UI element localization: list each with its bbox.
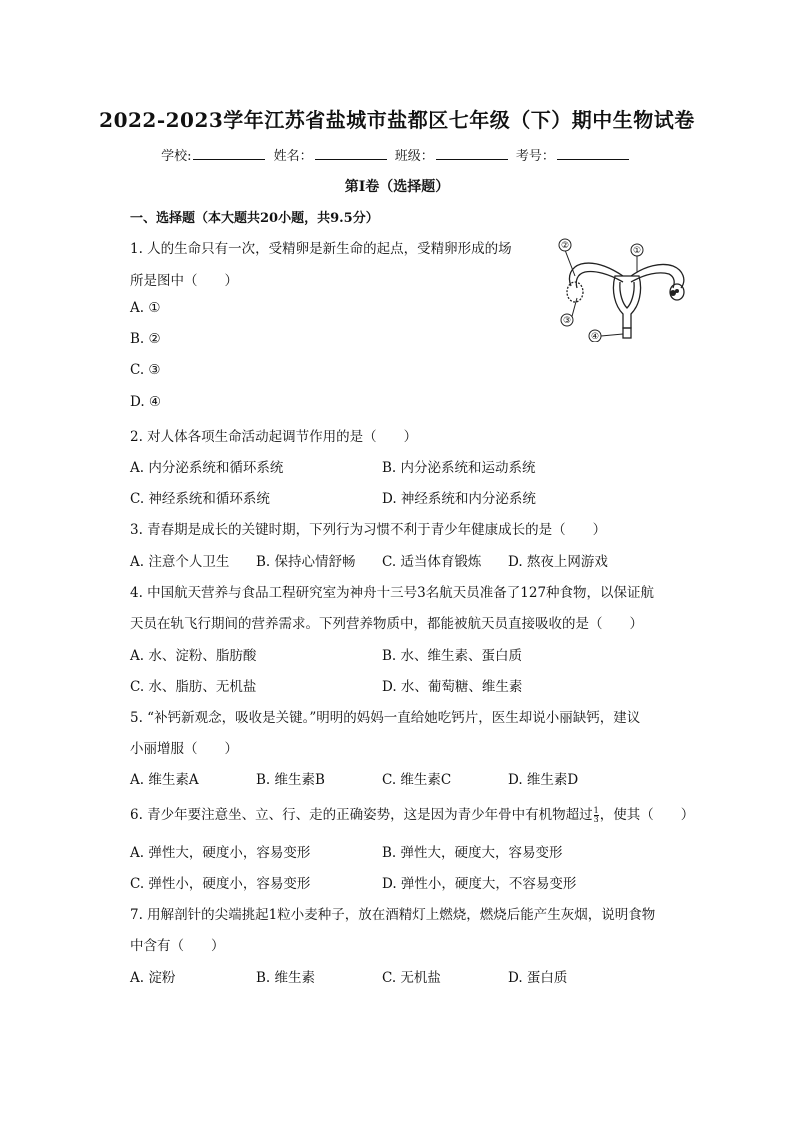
- q7-option-d[interactable]: D. 蛋白质: [508, 970, 568, 986]
- exam-number-label: 考号：: [515, 149, 555, 164]
- q4-line-1: 4. 中国航天营养与食品工程研究室为神舟十三号3名航天员准备了127种食物，以保证航: [130, 585, 655, 601]
- q7-line-2: 中含有（ ）: [130, 938, 225, 954]
- q6-fraction: [594, 807, 599, 824]
- q6-text-before: 6. 青少年要注意坐、立、行、走的正确姿势，这是因为青少年骨中有机物超过: [130, 807, 593, 823]
- q6-option-c[interactable]: C. 弹性小，硬度小，容易变形: [130, 876, 311, 892]
- school-label: 学校:: [161, 149, 192, 164]
- q2-option-a[interactable]: A. 内分泌系统和循环系统: [130, 460, 284, 476]
- q7-option-b[interactable]: B. 维生素: [256, 970, 316, 986]
- q6-option-d[interactable]: D. 弹性小，硬度大，不容易变形: [382, 876, 577, 892]
- q3-line-1: 3. 青春期是成长的关键时期，下列行为习惯不利于青少年健康成长的是（ ）: [130, 522, 607, 538]
- q2-option-b[interactable]: B. 内分泌系统和运动系统: [382, 460, 536, 476]
- q6-fraction-denominator: 3: [593, 815, 599, 824]
- class-label: 班级：: [394, 149, 434, 164]
- q5-option-d[interactable]: D. 维生素D: [508, 772, 579, 788]
- q5-option-b[interactable]: B. 维生素B: [256, 772, 325, 788]
- section-heading: 一、选择题（本大题共20小题，共9.5分）: [130, 211, 379, 226]
- q3-option-c[interactable]: C. 适当体育锻炼: [382, 554, 482, 570]
- figure-label-4: ④: [590, 332, 600, 342]
- q6-option-a[interactable]: A. 弹性大，硬度小，容易变形: [130, 845, 311, 861]
- q2-option-d[interactable]: D. 神经系统和内分泌系统: [382, 491, 536, 507]
- q6-option-b[interactable]: B. 弹性大，硬度大，容易变形: [382, 845, 563, 861]
- name-label: 姓名：: [273, 149, 313, 164]
- q5-line-2: 小丽增服（ ）: [130, 741, 238, 757]
- student-info-row: [0, 145, 794, 164]
- q3-option-d[interactable]: D. 熬夜上网游戏: [508, 554, 608, 570]
- q7-option-a[interactable]: A. 淀粉: [130, 970, 176, 986]
- q1-option-a[interactable]: A. ①: [130, 300, 161, 316]
- reproductive-system-figure: [553, 236, 695, 342]
- q4-option-c[interactable]: C. 水、脂肪、无机盐: [130, 679, 257, 695]
- volume-heading: 第I卷（选择题）: [344, 179, 450, 195]
- class-blank[interactable]: [436, 147, 508, 160]
- figure-label-3: ③: [562, 316, 572, 326]
- exam-title: 2022-2023学年江苏省盐城市盐都区七年级（下）期中生物试卷: [99, 108, 695, 132]
- q4-option-a[interactable]: A. 水、淀粉、脂肪酸: [130, 648, 257, 664]
- figure-label-2: ②: [560, 241, 570, 251]
- q3-option-a[interactable]: A. 注意个人卫生: [130, 554, 230, 570]
- q6-fraction-numerator: 1: [593, 806, 599, 815]
- q4-line-2: 天员在轨飞行期间的营养需求。下列营养物质中，都能被航天员直接吸收的是（ ）: [130, 616, 643, 632]
- q7-line-1: 7. 用解剖针的尖端挑起1粒小麦种子，放在酒精灯上燃烧，燃烧后能产生灰烟，说明食物: [130, 907, 656, 923]
- q5-option-c[interactable]: C. 维生素C: [382, 772, 452, 788]
- q4-option-b[interactable]: B. 水、维生素、蛋白质: [382, 648, 523, 664]
- q6-text-after: ，使其（ ）: [599, 807, 695, 823]
- q2-line-1: 2. 对人体各项生命活动起调节作用的是（ ）: [130, 429, 418, 445]
- q6-line-1: [130, 803, 694, 824]
- q1-option-b[interactable]: B. ②: [130, 331, 161, 347]
- name-blank[interactable]: [315, 147, 387, 160]
- figure-label-1: ①: [632, 246, 642, 256]
- q5-option-a[interactable]: A. 维生素A: [130, 772, 199, 788]
- q4-option-d[interactable]: D. 水、葡萄糖、维生素: [382, 679, 523, 695]
- q7-option-c[interactable]: C. 无机盐: [382, 970, 441, 986]
- school-blank[interactable]: [193, 147, 265, 160]
- q2-option-c[interactable]: C. 神经系统和循环系统: [130, 491, 270, 507]
- q1-option-d[interactable]: D. ④: [130, 394, 162, 410]
- q3-option-b[interactable]: B. 保持心情舒畅: [256, 554, 356, 570]
- q1-line-2: 所是图中（ ）: [130, 273, 238, 289]
- exam-number-blank[interactable]: [557, 147, 629, 160]
- q1-line-1: 1. 人的生命只有一次，受精卵是新生命的起点，受精卵形成的场: [130, 241, 512, 257]
- q1-option-c[interactable]: C. ③: [130, 362, 161, 378]
- q5-line-1: 5. “补钙新观念，吸收是关键。”明明的妈妈一直给她吃钙片，医生却说小丽缺钙，建议: [130, 710, 641, 726]
